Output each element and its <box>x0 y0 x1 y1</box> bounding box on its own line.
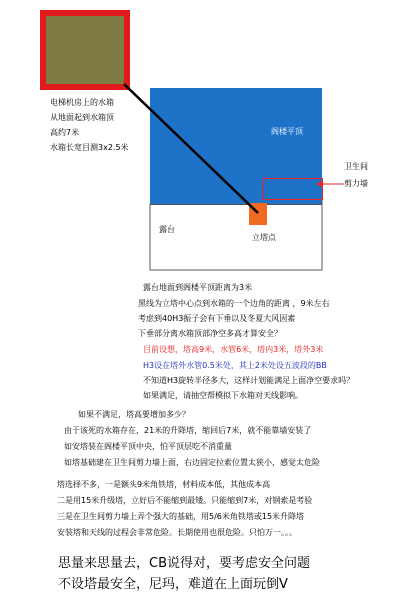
conclusion-2: 不设塔最安全，尼玛，难道在上面玩倒V <box>58 577 288 592</box>
plan-red-line: 目前设想，塔高9米，水管6米，塔内3米，塔外3米 <box>143 345 324 354</box>
shear-wall-arrowhead <box>316 181 322 187</box>
tank-caption-3: 高约7米 <box>50 128 80 137</box>
tank-caption-2: 从地面起到水箱顶 <box>50 113 114 122</box>
note-line-5: 不知道H3旋转半径多大，这样计划能满足上面净空要求吗？ <box>143 376 355 385</box>
conclusion-1: 思量来思量去，CB说得对，要考虑安全问题 <box>58 556 310 571</box>
note-line-1: 露台地面到阁楼平顶距离为3米 <box>143 283 253 292</box>
tank-caption-4: 水箱长宽目测3x2.5米 <box>50 143 129 152</box>
choice-3: 三是在卫生间剪力墙上弄个强大的基础，用5/6米角铁塔或15米升降塔 <box>57 512 305 521</box>
note-line-3: 考虑到40H3振子会有下垂以及冬夏大风因素 <box>138 314 296 323</box>
tower-label: 立塔点 <box>252 233 276 242</box>
question-4: 如塔基础建在卫生间剪力墙上面，右边固定拉索位置太狭小，感觉太危险 <box>64 458 320 467</box>
note-line-2: 黑线为立塔中心点到水箱的一个边角的距离 ，9米左右 <box>138 299 330 308</box>
choice-1: 塔选择不多，一是额头9米角铁塔，材料成本低，其他成本高 <box>57 480 271 489</box>
choice-2: 二是用15米升级塔，立好后不能缩到最矮。只能缩到7米，对钢索是考验 <box>57 496 313 505</box>
roof-label: 阁楼平顶 <box>271 127 303 136</box>
shear-wall-label: 剪力墙 <box>344 179 368 188</box>
question-1: 如果不满足，塔高要增加多少？ <box>78 410 190 419</box>
question-2: 由于该死的水箱存在，21米的升降塔，缩回后7米，就不能靠墙安装了 <box>64 426 312 435</box>
distance-line <box>124 84 258 213</box>
note-line-6: 如果满足，请抽空帮模拟下水箱对天线影响。 <box>143 391 303 400</box>
question-3: 如安塔装在阁楼平顶中央，怕平顶层吃不消重量 <box>64 442 232 451</box>
tank-caption-1: 电梯机房上的水箱 <box>50 98 114 107</box>
choice-4: 安装塔和天线的过程会非常危险。长期使用也很危险。只怕万一。。。 <box>57 528 297 537</box>
note-line-4: 下垂部分离水箱顶部净空多高才算安全？ <box>138 329 282 338</box>
bathroom-label: 卫生间 <box>344 162 368 171</box>
plan-blue-line: H3设在塔外水管0.5米处，其上2米处设五波段的BB <box>143 361 327 370</box>
terrace-label: 露台 <box>159 225 175 234</box>
building-outline <box>150 200 322 270</box>
